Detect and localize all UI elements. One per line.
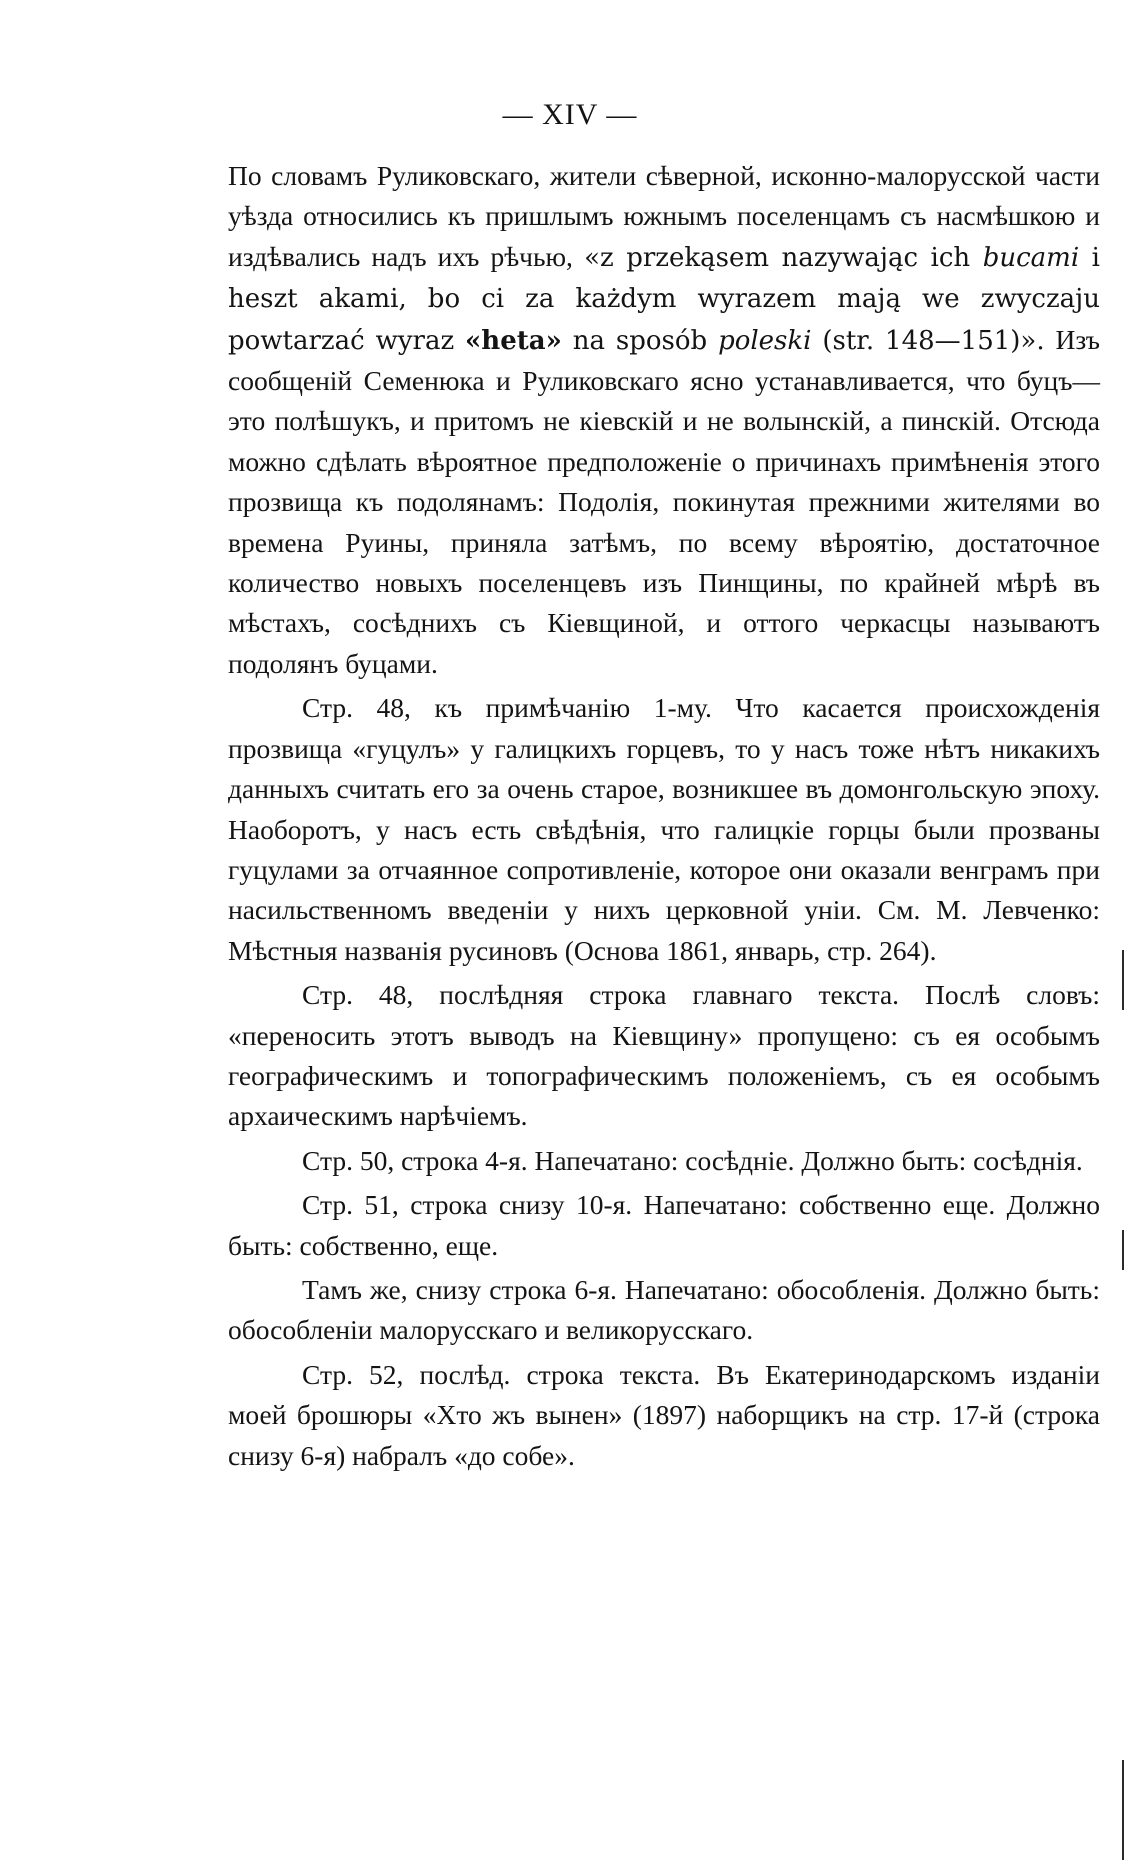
text-segment: na sposób [561,325,719,356]
text-segment: i heszt akami, bo ci za każdym wyrazem mają we zwyczaju powtarzać wyraz [228,242,1100,356]
paragraph [228,1270,1100,1351]
paragraph [228,156,1100,684]
text-segment: По словамъ Руликовскаго, жители сѣверной, исконно-малорусской части уѣзда относились къ пришлымъ южнымъ поселенцамъ съ насмѣшкою и издѣвались надъ ихъ рѣчью, [228,160,1100,272]
page-number: — XIV — [502,98,638,131]
paragraph [228,1355,1100,1476]
text-segment: (str. 148—151)». [811,325,1056,356]
text-segment: Стр. 48, послѣдняя строка главнаго текста. Послѣ словъ: «переносить этотъ выводъ на Кіевщину» пропущено: съ ея особымъ географическимъ и топографическимъ положеніемъ, съ ея особымъ архаическимъ нарѣчіемъ. [228,979,1100,1132]
paragraph [228,1185,1100,1266]
paragraph [228,1141,1100,1181]
paragraph [228,688,1100,971]
text-segment: Изъ сообщеній Семенюка и Руликовскаго ясно устанавливается, что буцъ—это полѣшукъ, и притомъ не кіевскій и не волынскій, а пинскій. Отсюда можно сдѣлать вѣроятное предположеніе о причинахъ примѣненія этого прозвища къ подолянамъ: Подолія, покинутая прежними жителями во времена Руины, приняла затѣмъ, по всему вѣроятію, достаточное количество новыхъ поселенцевъ изъ Пинщины, по крайней мѣрѣ въ мѣстахъ, сосѣднихъ съ Кіевщиной, и оттого черкасцы называютъ подолянъ буцами. [228,323,1100,679]
text-segment: Стр. 51, строка снизу 10-я. Напечатано: собственно еще. Должно быть: собственно, еще. [228,1189,1100,1261]
text-segment: Тамъ же, снизу строка 6-я. Напечатано: обособленія. Должно быть: обособленіи малорусскаго и великорусскаго. [228,1273,1100,1346]
paragraph [228,975,1100,1137]
text-segment: «z przekąsem nazywając ich [584,242,983,273]
body-text [228,156,1100,1476]
italic-text: bucami [982,242,1080,273]
scan-margin-line [1122,1760,1124,1860]
text-segment: Стр. 50, строка 4-я. Напечатано: сосѣдніе. Должно быть: сосѣднія. [302,1144,1083,1176]
scan-margin-line [1122,950,1124,1010]
bold-text: «heta» [465,325,562,356]
text-segment: Стр. 52, послѣд. строка текста. Въ Екатеринодарскомъ изданіи моей брошюры «Хто жъ вынен» (1897) наборщикъ на стр. 17-й (строка снизу 6-я) набралъ «до собе». [228,1358,1100,1471]
italic-text: poleski [718,325,812,356]
scan-margin-line [1122,1230,1124,1270]
text-segment: Стр. 48, къ примѣчанію 1-му. Что касается происхожденія прозвища «гуцулъ» у галицкихъ горцевъ, то у насъ тоже нѣтъ никакихъ данныхъ считать его за очень старое, возникшее въ домонгольскую эпоху. Наоборотъ, у насъ есть свѣдѣнія, что галицкіе горцы были прозваны гуцулами за отчаянное сопротивленіе, которое они оказали венграмъ при насильственномъ введеніи у нихъ церковной уніи. См. М. Левченко: Мѣстныя названія русиновъ (Основа 1861, январь, стр. 264). [228,692,1100,966]
